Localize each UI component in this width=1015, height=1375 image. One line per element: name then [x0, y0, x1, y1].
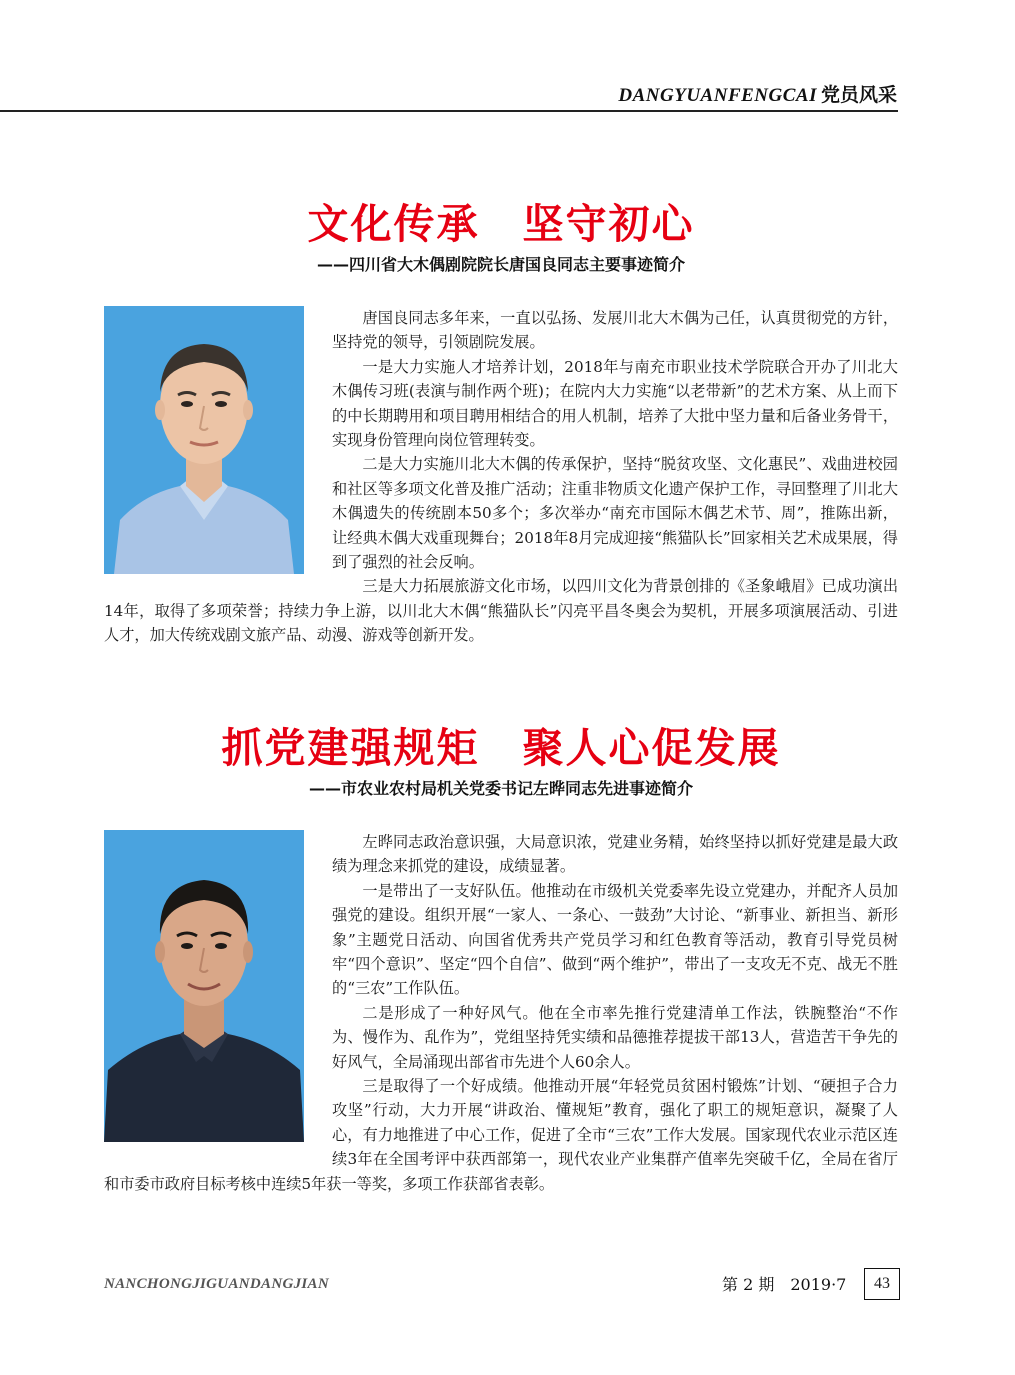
article-1-paragraph: 三是大力拓展旅游文化市场，以四川文化为背景创排的《圣象峨眉》已成功演出14年，取得了多项荣誉；持续力争上游，以川北大木偶“熊猫队长”闪亮平昌冬奥会为契机，开展多项演展活动、引进人才，加大传统戏剧文旅产品、动漫、游戏等创新开发。	[104, 577, 898, 645]
journal-name: NANCHONGJIGUANDANGJIAN	[104, 1276, 329, 1292]
article-2-paragraph: 左晔同志政治意识强，大局意识浓，党建业务精，始终坚持以抓好党建是最大政绩为理念来抓党的建设，成绩显著。	[332, 833, 898, 876]
article-1-paragraph: 一是大力实施人才培养计划，2018年与南充市职业技术学院联合开办了川北大木偶传习班(表演与制作两个班)；在院内大力实施“以老带新”的艺术方案、从上而下的中长期聘用和项目聘用相结合的用人机制，培养了大批中坚力量和后备业务骨干，实现身份管理向岗位管理转变。	[332, 357, 898, 450]
section-header	[618, 80, 897, 107]
article-2-portrait	[104, 830, 304, 1146]
article-2	[104, 720, 898, 1196]
article-2-title: 抓党建强规矩 聚人心促发展	[221, 724, 781, 772]
running-header	[0, 0, 1015, 112]
portrait-2-image	[104, 830, 304, 1142]
article-1-portrait	[104, 306, 304, 576]
article-2-paragraph: 一是带出了一支好队伍。他推动在市级机关党委率先设立党建办，并配齐人员加强党的建设。组织开展“一家人、一条心、一鼓劲”大讨论、“新事业、新担当、新形象”主题党日活动、向国省优秀共产党员学习和红色教育等活动，教育引导党员树牢“四个意识”、坚定“四个自信”、做到“两个维护”，带出了一支攻无不克、战无不胜的“三农”工作队伍。	[332, 881, 898, 998]
section-header-latin: DANGYUANFENGCAI	[618, 85, 817, 106]
article-2-body	[104, 830, 898, 1196]
article-1-title: 文化传承 坚守初心	[307, 200, 695, 248]
article-1-paragraph: 二是大力实施川北大木偶的传承保护，坚持“脱贫攻坚、文化惠民”、戏曲进校园和社区等多项文化普及推广活动；注重非物质文化遗产保护工作，寻回整理了川北大木偶遗失的传统剧本50多个；多次举办“南充市国际木偶艺术节、周”，推陈出新，让经典木偶大戏重现舞台；2018年8月完成迎接“熊猫队长”回家相关艺术成果展，得到了强烈的社会反响。	[332, 455, 898, 572]
portrait-1-image	[104, 306, 304, 574]
header-rule	[0, 110, 898, 112]
page-number: 43	[864, 1268, 900, 1300]
issue-info: 第 2 期 2019·7	[722, 1275, 847, 1294]
article-2-paragraph: 三是取得了一个好成绩。他推动开展“年轻党员贫困村锻炼”计划、“硬担子合力攻坚”行动，大力开展“讲政治、懂规矩”教育，强化了职工的规矩意识，凝聚了人心，有力地推进了中心工作，促进了全市“三农”工作大发展。国家现代农业示范区连续3年在全国考评中获西部第一，现代农业产业集群产值率先突破千亿，全局在省厅和市委市政府目标考核中连续5年获一等奖，多项工作获部省表彰。	[104, 1077, 898, 1193]
article-1	[104, 196, 898, 648]
article-2-paragraph: 二是形成了一种好风气。他在全市率先推行党建清单工作法，铁腕整治“不作为、慢作为、乱作为”，党组坚持凭实绩和品德推荐提拔干部13人，营造苦干争先的好风气，全局涌现出部省市先进个人60余人。	[332, 1003, 898, 1071]
article-2-subtitle: ——市农业农村局机关党委书记左晔同志先进事迹简介	[308, 779, 693, 798]
article-1-subtitle: ——四川省大木偶剧院院长唐国良同志主要事迹简介	[316, 255, 685, 274]
article-1-paragraph: 唐国良同志多年来，一直以弘扬、发展川北大木偶为己任，认真贯彻党的方针，坚持党的领导，引领剧院发展。	[332, 309, 898, 352]
article-1-body	[104, 306, 898, 648]
section-header-cn: 党员风采	[820, 84, 897, 106]
